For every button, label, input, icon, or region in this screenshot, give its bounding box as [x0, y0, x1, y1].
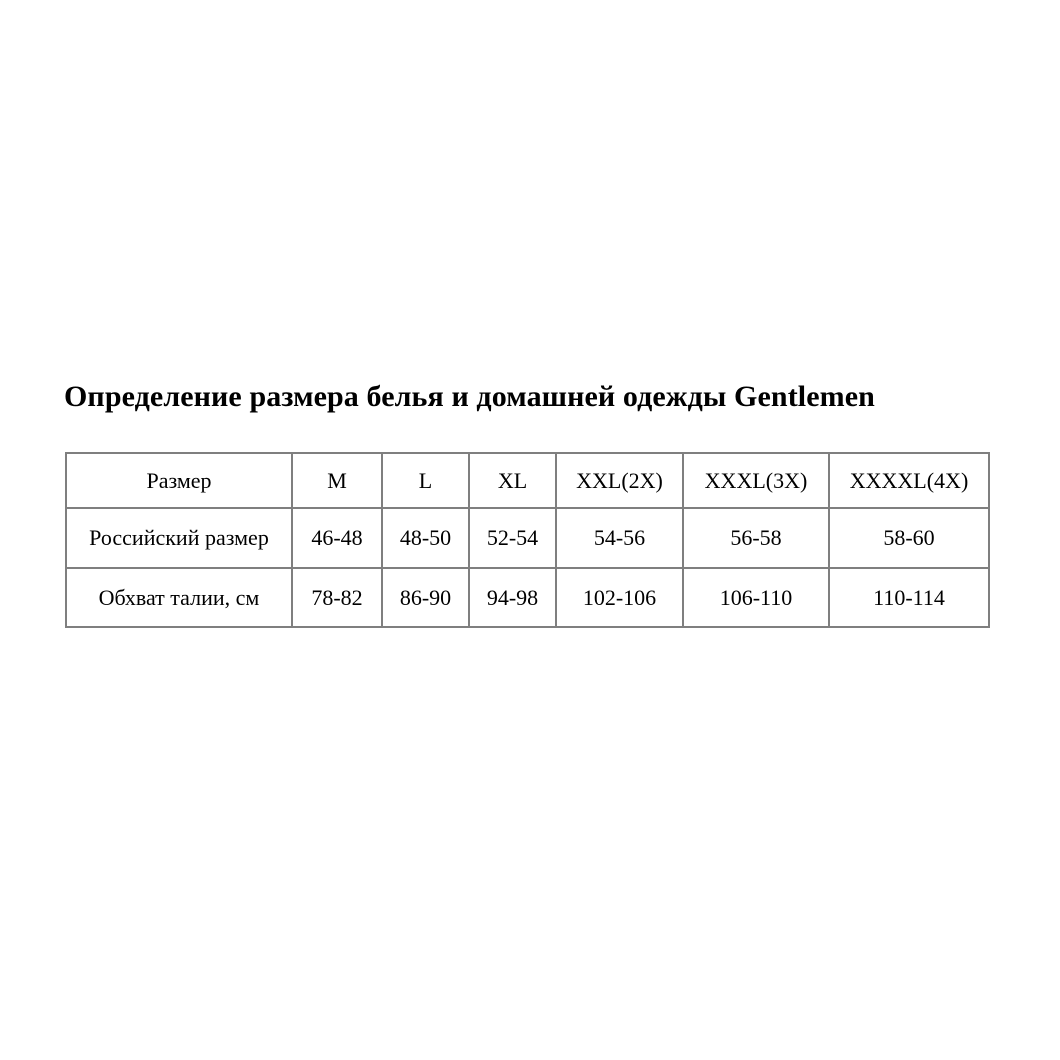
table-row-waist-girth	[66, 568, 989, 627]
page-title: Определение размера белья и домашней одежды Gentlemen	[64, 380, 875, 413]
value-cell: 46-48	[292, 508, 382, 568]
header-cell-xxxxl: XXXXL(4X)	[829, 453, 989, 508]
table-row-russian-size	[66, 508, 989, 568]
header-cell-xxxl: XXXL(3X)	[683, 453, 829, 508]
value-cell: 94-98	[469, 568, 556, 627]
value-cell: 102-106	[556, 568, 683, 627]
value-cell: 48-50	[382, 508, 469, 568]
value-cell: 56-58	[683, 508, 829, 568]
header-cell-xxl: XXL(2X)	[556, 453, 683, 508]
value-cell: 58-60	[829, 508, 989, 568]
header-cell-size-label: Размер	[66, 453, 292, 508]
table-header-row	[66, 453, 989, 508]
header-cell-m: M	[292, 453, 382, 508]
value-cell: 78-82	[292, 568, 382, 627]
value-cell: 110-114	[829, 568, 989, 627]
value-cell: 54-56	[556, 508, 683, 568]
value-cell: 106-110	[683, 568, 829, 627]
value-cell: 86-90	[382, 568, 469, 627]
header-cell-l: L	[382, 453, 469, 508]
value-cell: 52-54	[469, 508, 556, 568]
header-cell-xl: XL	[469, 453, 556, 508]
size-table	[65, 452, 990, 628]
row-label-cell: Российский размер	[66, 508, 292, 568]
row-label-cell: Обхват талии, см	[66, 568, 292, 627]
